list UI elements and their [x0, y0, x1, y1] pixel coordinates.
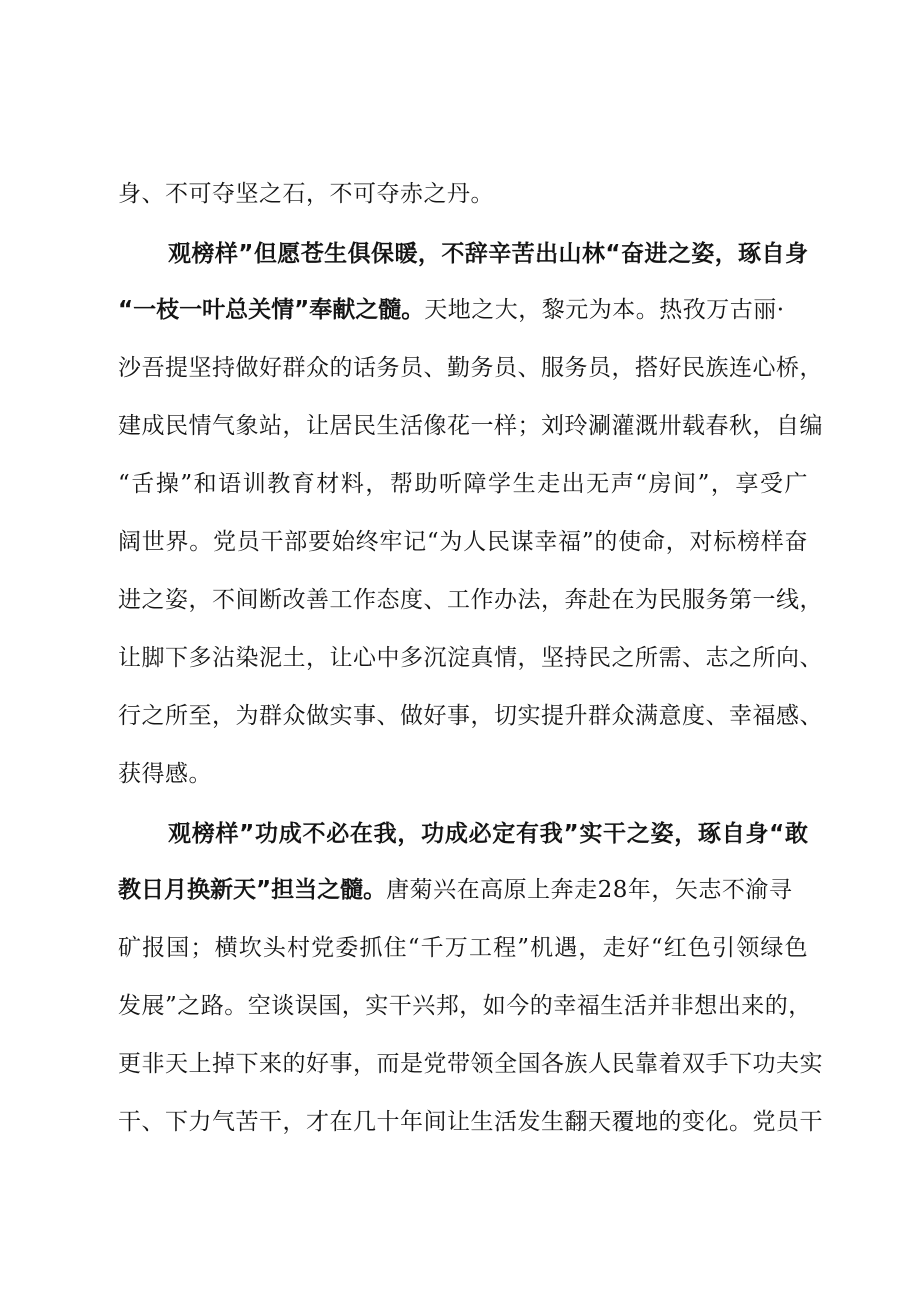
paragraph-line: 进之姿，不间断改善工作态度、工作办法，奔赴在为民服务第一线， — [118, 587, 823, 613]
section-heading-tail: “一枝一叶总关情”奉献之髓。 — [118, 297, 425, 323]
paragraph-line: “舌操”和语训教育材料，帮助听障学生走出无声“房间”，享受广 — [118, 471, 808, 497]
paragraph-text: 天地之大，黎元为本。热孜万古丽· — [424, 297, 785, 323]
paragraph-line: 沙吾提坚持做好群众的话务员、勤务员、服务员，搭好民族连心桥， — [118, 355, 823, 381]
paragraph-line-mixed — [118, 870, 808, 910]
paragraph-line: 让脚下多沾染泥土，让心中多沉淀真情，坚持民之所需、志之所向、 — [118, 645, 823, 671]
section-heading-tail: 教日月换新天”担当之髓。 — [118, 877, 387, 903]
paragraph-line: 建成民情气象站，让居民生活像花一样；刘玲涮灌溉卅载春秋，自编 — [118, 413, 823, 439]
paragraph-line: 身、不可夺坚之石，不可夺赤之丹。 — [118, 181, 494, 207]
paragraph-line: 发展”之路。空谈误国，实干兴邦，如今的幸福生活并非想出来的， — [118, 993, 812, 1019]
paragraph-line-mixed — [118, 290, 808, 330]
paragraph-line: 矿报国；横坎头村党委抓住“千万工程”机遇，走好“红色引领绿色 — [118, 935, 808, 961]
paragraph-line: 干、下力气苦干，才在几十年间让生活发生翻天覆地的变化。党员干 — [118, 1109, 823, 1135]
section-heading-line: 观榜样”但愿苍生俱保暖，不辞辛苦出山林“奋进之姿，琢自身 — [168, 241, 808, 267]
paragraph-line: 获得感。 — [118, 761, 212, 787]
paragraph-line: 行之所至，为群众做实事、做好事，切实提升群众满意度、幸福感、 — [118, 703, 823, 729]
paragraph-text: 唐菊兴在高原上奔走28年，矢志不渝寻 — [386, 877, 793, 903]
section-heading-line: 观榜样”功成不必在我，功成必定有我”实干之姿，琢自身“敢 — [168, 821, 808, 847]
paragraph-line: 更非天上掉下来的好事，而是党带领全国各族人民靠着双手下功夫实 — [118, 1051, 823, 1077]
paragraph-line: 阔世界。党员干部要始终牢记“为人民谋幸福”的使命，对标榜样奋 — [118, 529, 808, 555]
